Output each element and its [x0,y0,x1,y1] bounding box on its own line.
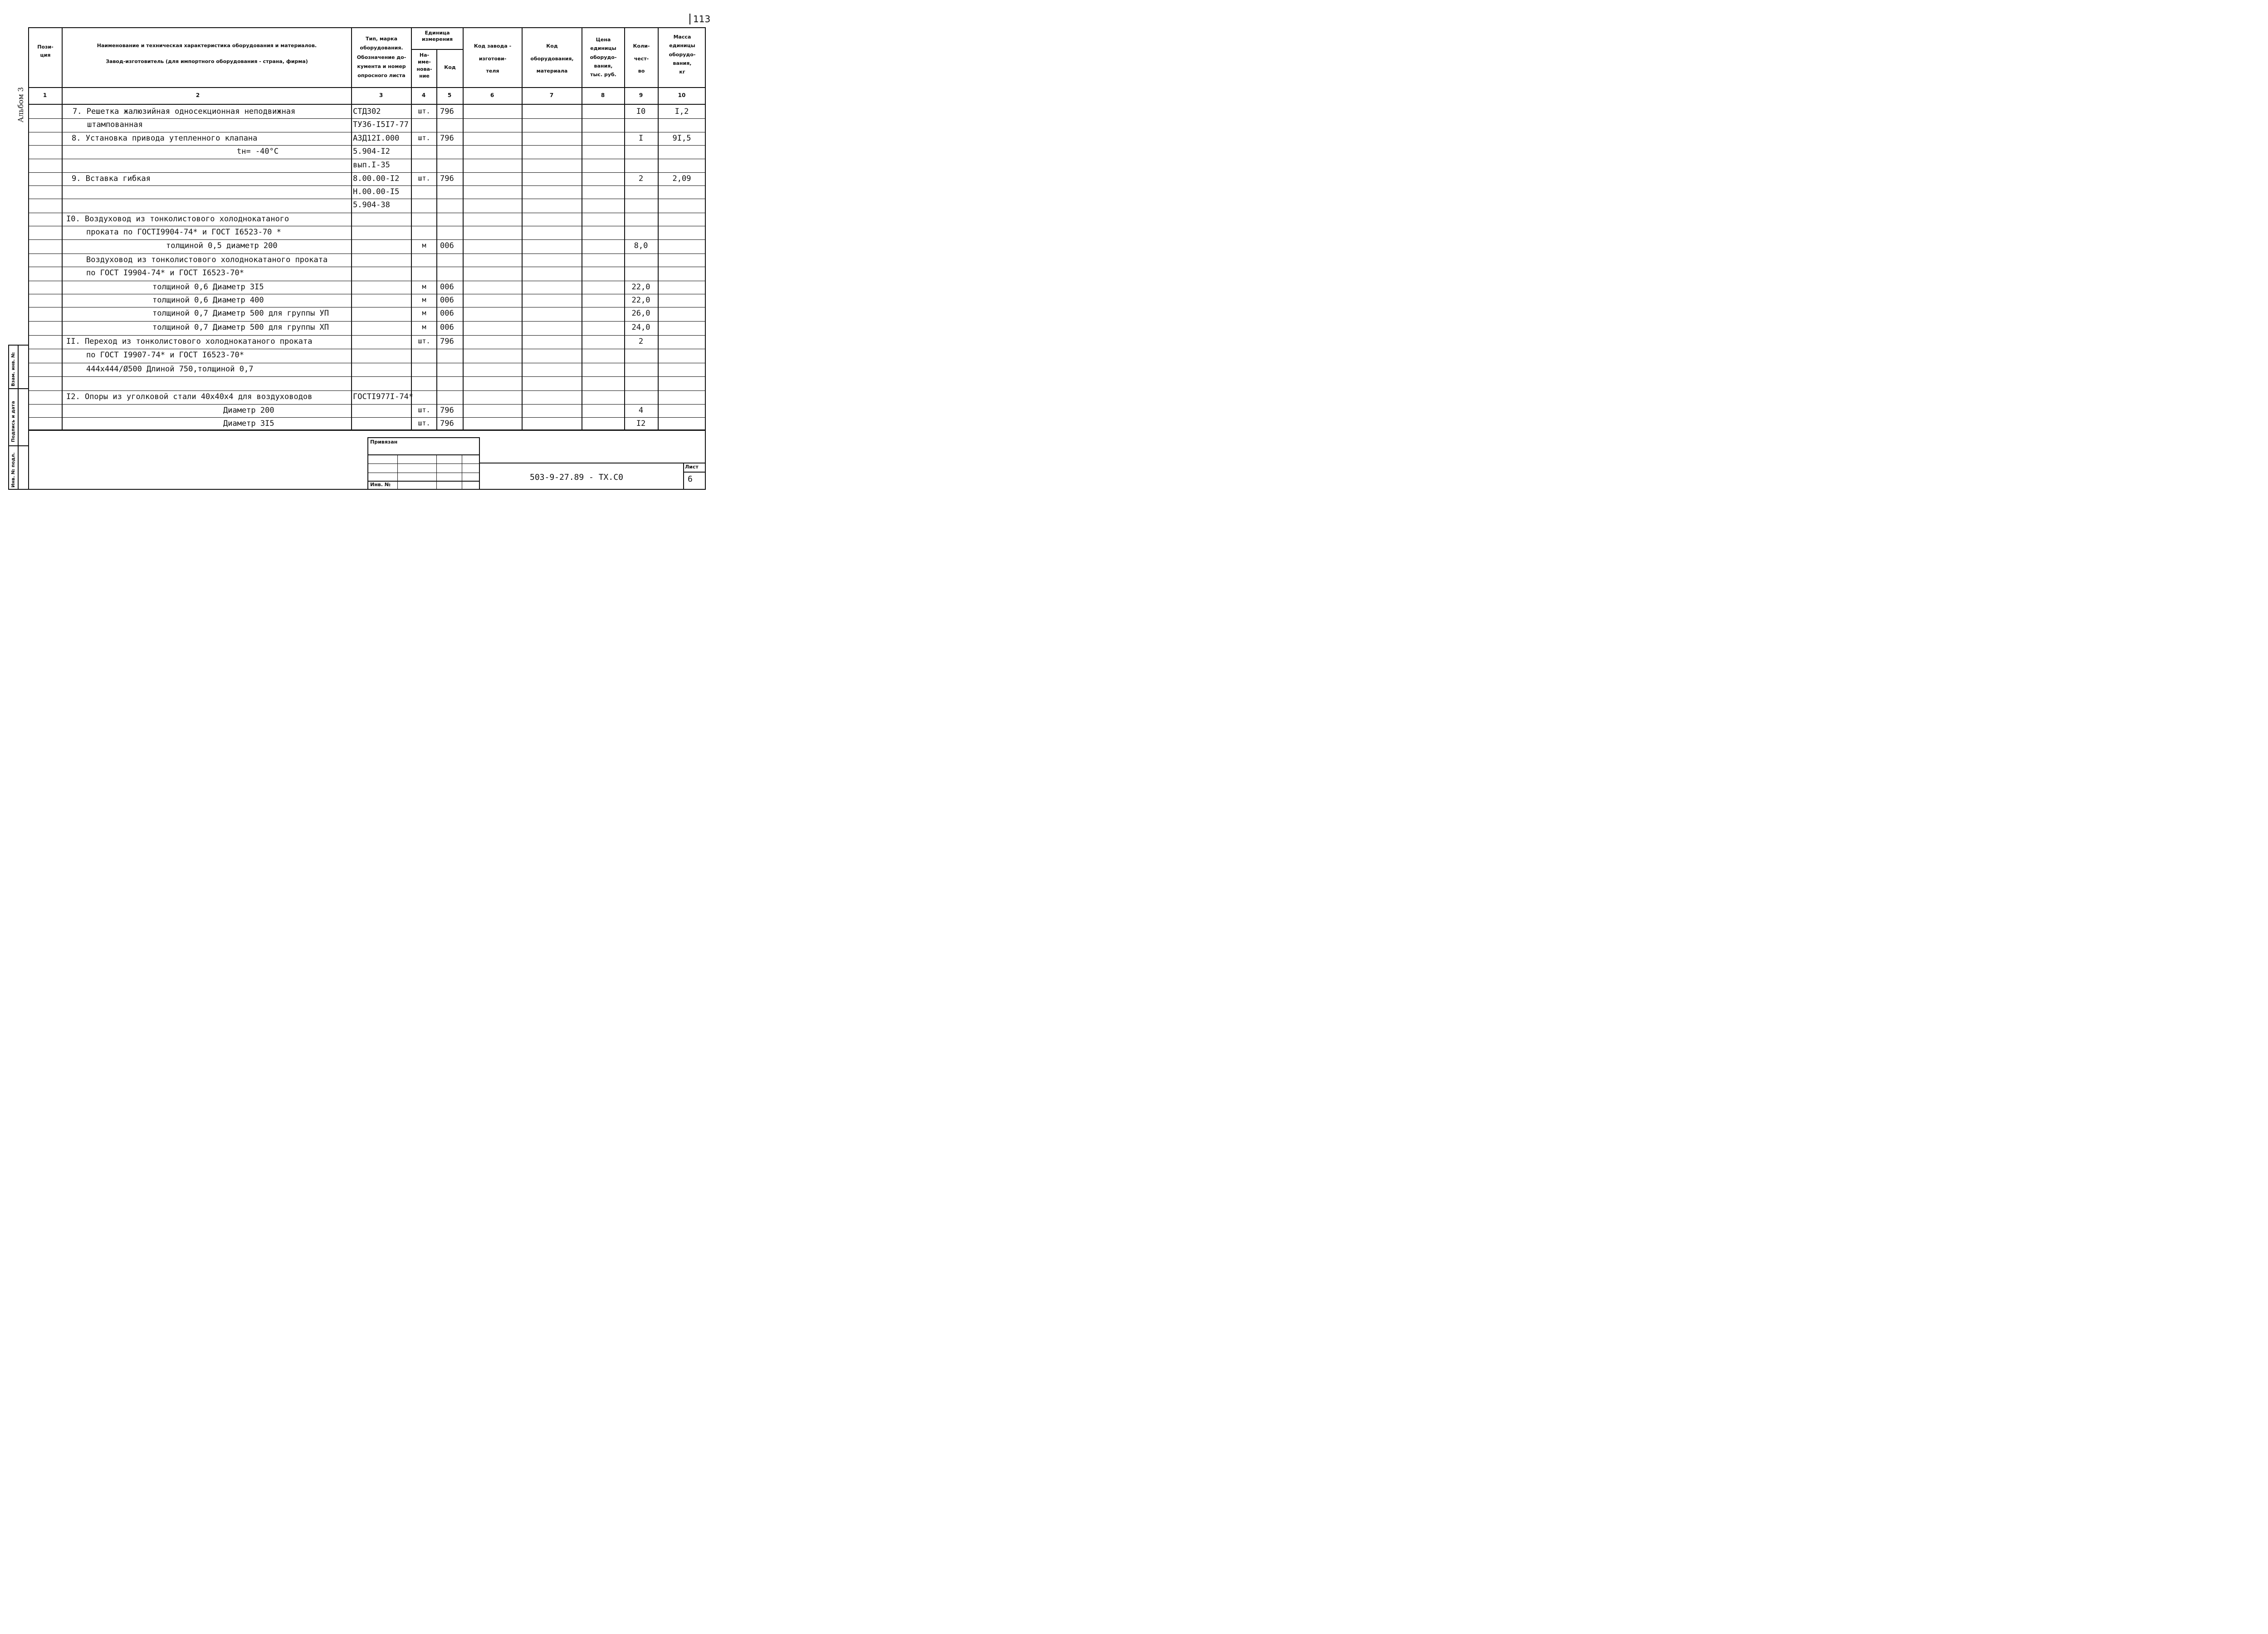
col-number-4: 4 [421,92,426,98]
cell-code: 006 [440,323,454,332]
cell-unit: шт. [418,174,430,182]
cell-code: 796 [440,174,454,183]
col-number-1: 1 [43,92,47,98]
col-number-6: 6 [490,92,494,98]
cell-code: 796 [440,419,454,428]
sheet-corner-number: 113 [689,14,710,24]
stamp-podpis: Подпись и дата [11,401,16,442]
col-number-3: 3 [379,92,383,98]
cell-unit: шт. [418,337,430,345]
cell-qty: I0 [636,107,646,116]
cell-type: СТД302 [353,107,381,116]
cell-type: 5.904-38 [353,200,390,210]
cell-unit: м [422,283,426,291]
cell-name: 9. Вставка гибкая [72,174,151,183]
album-label: Альбом 3 [16,87,25,122]
privyazan-block [367,437,480,490]
doc-code: 503-9-27.89 - ТХ.С0 [530,473,623,482]
header-col1: Пози- ция [37,44,54,58]
cell-name: толщиной 0,7 Диаметр 500 для группы ХП [152,323,329,332]
cell-qty: 2 [638,174,644,183]
cell-name: II. Переход из тонколистового холоднокатаного проката [66,337,313,346]
cell-mass: I,2 [675,107,689,116]
header-col2-line1: Наименование и техническая характеристика оборудования и материалов. [97,43,317,49]
cell-qty: 2 [638,337,644,346]
privyazan-label: Привязан [370,439,398,445]
col-number-9: 9 [639,92,643,98]
cell-code: 796 [440,134,454,143]
cell-type: АЗД12I.000 [353,134,400,143]
header-col10: Масса единицы оборудо- вания, кг [669,34,696,75]
cell-unit: м [422,323,426,331]
cell-qty: I2 [636,419,646,428]
cell-name: по ГОСТ I9907-74* и ГОСТ I6523-70* [86,351,244,360]
cell-unit: м [422,296,426,304]
cell-name: Диаметр 200 [223,406,274,415]
cell-qty: 26,0 [631,309,650,318]
cell-unit: шт. [418,134,430,142]
cell-code: 006 [440,296,454,305]
header-col3: Тип, марка оборудования. Обозначение до- кумента и номер опросного листа [357,36,406,79]
cell-name: 444x444/Ø500 Длиной 750,толщиной 0,7 [86,365,254,374]
stamp-inv: Инв. № подл. [11,452,16,488]
col-number-10: 10 [678,92,686,98]
cell-type: ТУ36-I5I7-77 [353,120,409,129]
sheet-value: 6 [688,474,693,484]
cell-code: 796 [440,406,454,415]
cell-name: Воздуховод из тонколистового холоднокатаного проката [86,255,328,264]
cell-name: проката по ГОСТI9904-74* и ГОСТ I6523-70 * [86,228,281,237]
header-col2-line2: Завод-изготовитель (для импортного оборудования - страна, фирма) [106,59,308,64]
cell-name: Диаметр 3I5 [223,419,274,428]
cell-name: tн= -40°C [237,147,279,156]
header-unit-group: Единица измерения [421,30,453,43]
col-number-2: 2 [196,92,200,98]
header-col5: Код [444,64,456,70]
cell-qty: I [638,134,644,143]
header-col4: На- име- нова- ние [416,52,432,79]
cell-name: штампованная [87,120,143,129]
cell-code: 796 [440,107,454,116]
cell-name: 8. Установка привода утепленного клапана [72,134,258,143]
header-col8: Цена единицы оборудо- вания, тыс. руб. [590,37,617,78]
header-col7: Код оборудования, материала [530,43,574,74]
cell-mass: 2,09 [672,174,691,183]
header-col9: Коли- чест- во [633,43,650,74]
inv-label: Инв. № [370,482,391,488]
cell-name: толщиной 0,5 диаметр 200 [166,241,278,250]
col-number-7: 7 [549,92,554,98]
cell-mass: 9I,5 [672,134,691,143]
cell-name: толщиной 0,7 Диаметр 500 для группы УП [152,309,329,318]
cell-qty: 4 [638,406,644,415]
cell-qty: 24,0 [631,323,650,332]
cell-name: I0. Воздуховод из тонколистового холоднокатаного [66,215,289,224]
cell-name: 7. Решетка жалюзийная односекционная неподвижная [73,107,296,116]
cell-code: 796 [440,337,454,346]
cell-unit: шт. [418,406,430,414]
cell-unit: шт. [418,419,430,427]
sheet-label: Лист [685,464,699,470]
cell-type: вып.I-35 [353,161,390,170]
cell-name: I2. Опоры из уголковой стали 40x40x4 для воздуховодов [66,392,313,401]
cell-qty: 8,0 [634,241,648,250]
cell-type: 8.00.00-I2 [353,174,400,183]
stamp-vzam: Взам. инв. № [11,352,16,386]
cell-type: Н.00.00-I5 [353,187,400,196]
cell-unit: м [422,309,426,317]
cell-code: 006 [440,283,454,292]
cell-code: 006 [440,241,454,250]
cell-qty: 22,0 [631,296,650,305]
col-number-8: 8 [601,92,605,98]
cell-name: толщиной 0,6 Диаметр 3I5 [152,283,264,292]
cell-code: 006 [440,309,454,318]
cell-qty: 22,0 [631,283,650,292]
cell-name: толщиной 0,6 Диаметр 400 [152,296,264,305]
cell-unit: шт. [418,107,430,115]
col-number-5: 5 [447,92,452,98]
cell-type: ГОСТI977I-74* [353,392,414,401]
cell-type: 5.904-I2 [353,147,390,156]
header-col6: Код завода - изготови- теля [474,43,512,74]
cell-unit: м [422,241,426,249]
cell-name: по ГОСТ I9904-74* и ГОСТ I6523-70* [86,268,244,278]
